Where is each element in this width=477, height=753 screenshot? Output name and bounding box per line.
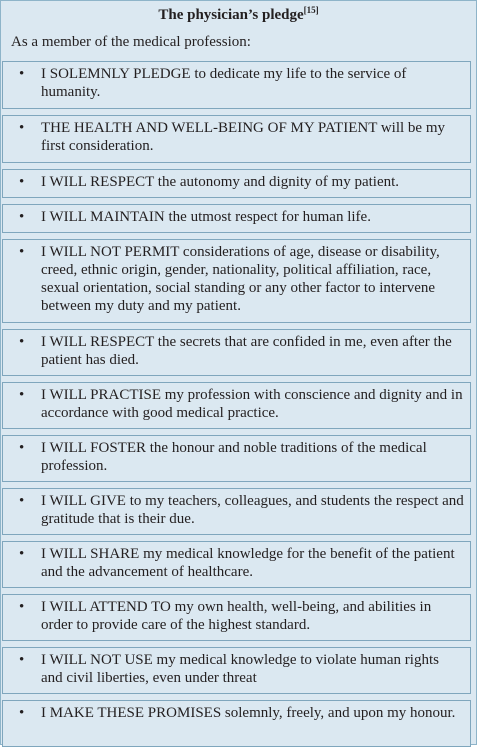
- pledge-item-2: [2, 115, 471, 163]
- pledge-list: [2, 61, 471, 753]
- bullet-icon: •: [19, 334, 25, 350]
- pledge-item-12: [2, 647, 471, 694]
- bullet-icon: •: [19, 493, 25, 509]
- pledge-text: I WILL ATTEND TO my own health, well-being, and abilities in order to provide care of the highest standard.: [41, 599, 432, 633]
- pledge-item-1: [2, 61, 471, 109]
- bullet-icon: •: [19, 546, 25, 562]
- citation-ref: [15]: [303, 5, 319, 15]
- pledge-text: I WILL NOT PERMIT considerations of age, disease or disability, creed, ethnic origin, gender, nationality, political affiliation, race, sexual orientation, social standing or any other factor to intervene between my duty and my patient.: [41, 244, 440, 314]
- pledge-item-8: [2, 435, 471, 482]
- bullet-icon: •: [19, 652, 25, 668]
- pledge-text: I WILL SHARE my medical knowledge for the benefit of the patient and the advancement of healthcare.: [41, 546, 455, 580]
- pledge-item-11: [2, 594, 471, 641]
- bullet-icon: •: [19, 440, 25, 456]
- bullet-icon: •: [19, 120, 25, 136]
- pledge-text: I WILL PRACTISE my profession with conscience and dignity and in accordance with good medical practice.: [41, 387, 463, 421]
- pledge-text: THE HEALTH AND WELL-BEING OF MY PATIENT will be my first consideration.: [41, 120, 446, 154]
- pledge-item-6: [2, 329, 471, 376]
- pledge-text: I WILL RESPECT the secrets that are confided in me, even after the patient has died.: [41, 334, 452, 368]
- bullet-icon: •: [19, 705, 25, 721]
- pledge-item-9: [2, 488, 471, 535]
- pledge-text: I WILL NOT USE my medical knowledge to violate human rights and civil liberties, even under threat: [41, 652, 439, 686]
- pledge-item-13: [2, 700, 471, 747]
- intro-text: As a member of the medical profession:: [11, 34, 251, 50]
- bullet-icon: •: [19, 209, 25, 225]
- page-title: [1, 5, 476, 25]
- pledge-item-5: [2, 239, 471, 323]
- bullet-icon: •: [19, 599, 25, 615]
- pledge-item-10: [2, 541, 471, 588]
- pledge-text: I WILL FOSTER the honour and noble traditions of the medical profession.: [41, 440, 427, 474]
- pledge-text: I WILL MAINTAIN the utmost respect for human life.: [41, 209, 371, 225]
- pledge-item-4: [2, 204, 471, 233]
- bullet-icon: •: [19, 244, 25, 260]
- bullet-icon: •: [19, 66, 25, 82]
- bullet-icon: •: [19, 174, 25, 190]
- title-text: The physician’s pledge: [158, 7, 304, 23]
- bullet-icon: •: [19, 387, 25, 403]
- pledge-text: I MAKE THESE PROMISES solemnly, freely, and upon my honour.: [41, 705, 456, 721]
- pledge-text: I WILL GIVE to my teachers, colleagues, and students the respect and gratitude that is their due.: [41, 493, 464, 527]
- pledge-item-7: [2, 382, 471, 429]
- pledge-text: I WILL RESPECT the autonomy and dignity of my patient.: [41, 174, 400, 190]
- pledge-item-3: [2, 169, 471, 198]
- pledge-text: I SOLEMNLY PLEDGE to dedicate my life to the service of humanity.: [41, 66, 407, 100]
